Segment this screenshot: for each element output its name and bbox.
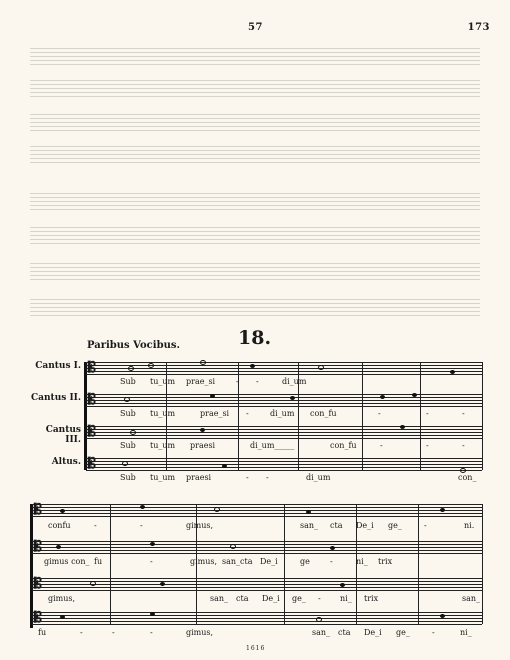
lyric: - [94, 521, 97, 530]
lyric: ge_ [388, 521, 402, 530]
voice-label-cantus-3: Cantus III. [45, 425, 81, 445]
lyric: ni_ [356, 557, 368, 566]
note [130, 430, 136, 435]
lyric: ge [300, 557, 310, 566]
note [380, 395, 385, 399]
lyric: - [256, 377, 259, 386]
lyric: tu_um [150, 473, 176, 482]
staff [86, 362, 482, 374]
lyric: gimus, [186, 521, 214, 530]
note [90, 581, 96, 586]
faded-score-upper [30, 42, 480, 168]
lyric: - [266, 473, 269, 482]
lyric: - [140, 521, 143, 530]
page-number-right: 173 [467, 22, 490, 33]
lyric: fu [38, 628, 47, 637]
note [318, 365, 324, 370]
lyric: - [318, 594, 321, 603]
note [150, 612, 155, 616]
lyric: di_um_____ [250, 441, 295, 450]
note [56, 545, 61, 549]
staff [86, 394, 482, 406]
lyric: cta [338, 628, 351, 637]
note [330, 546, 335, 550]
staff [86, 426, 482, 438]
lyric: trix [364, 594, 379, 603]
lyric: ge_ [396, 628, 410, 637]
note [222, 464, 227, 468]
footer-code: 1616 [246, 645, 266, 652]
lyric: di_um [282, 377, 307, 386]
note [412, 393, 417, 397]
lyric: prae_si [186, 377, 216, 386]
clef: 𝄡 [34, 502, 42, 518]
note [316, 617, 322, 622]
lyric: gimus, [186, 628, 214, 637]
lyric: ni. [464, 521, 475, 530]
note [340, 583, 345, 587]
note [306, 510, 311, 514]
lyric: di_um [306, 473, 331, 482]
lyric: san_ [462, 594, 481, 603]
lyric: Sub [120, 441, 136, 450]
note [290, 396, 295, 400]
lyric: - [150, 628, 153, 637]
lyric: Sub [120, 473, 136, 482]
clef: 𝄡 [88, 424, 96, 440]
lyric: Sub [120, 409, 136, 418]
lyric: De_i [262, 594, 280, 603]
lyric: gimus, [190, 557, 218, 566]
lyric: ni_ [340, 594, 352, 603]
lyric: prae_si [200, 409, 230, 418]
clef: 𝄡 [34, 576, 42, 592]
note [124, 397, 130, 402]
lyric: tu_um [150, 409, 176, 418]
note [60, 509, 65, 513]
clef: 𝄡 [34, 539, 42, 555]
note [150, 542, 155, 546]
lyric: san_cta [222, 557, 253, 566]
lyric: confu [48, 521, 71, 530]
lyric: - [80, 628, 83, 637]
staff [32, 541, 482, 553]
note [148, 363, 154, 368]
lyric: tu_um [150, 377, 176, 386]
lyric: - [380, 441, 383, 450]
lyric: - [236, 377, 239, 386]
lyric: cta [330, 521, 343, 530]
voice-label-cantus-1: Cantus I. [35, 361, 81, 371]
note [230, 544, 236, 549]
staff [32, 504, 482, 516]
note [440, 614, 445, 618]
lyric: ni_ [460, 628, 472, 637]
staff [86, 458, 482, 470]
faded-score-lower [30, 187, 480, 327]
lyric: - [432, 628, 435, 637]
note [214, 507, 220, 512]
lyric: con_fu [330, 441, 357, 450]
note [400, 425, 405, 429]
clef: 𝄡 [34, 610, 42, 626]
lyric: - [462, 441, 465, 450]
lyric: con_ [458, 473, 477, 482]
voice-label-cantus-2: Cantus II. [31, 393, 81, 403]
lyric: - [424, 521, 427, 530]
note [200, 360, 206, 365]
staff [32, 612, 482, 624]
piece-number: 18. [238, 327, 272, 349]
note [200, 428, 205, 432]
lyric: - [426, 409, 429, 418]
lyric: fu [94, 557, 103, 566]
note [210, 394, 215, 398]
staff [32, 578, 482, 590]
note [160, 582, 165, 586]
lyric: tu_um [150, 441, 176, 450]
lyric: - [112, 628, 115, 637]
lyric: De_i [356, 521, 374, 530]
lyric: gimus, [48, 594, 76, 603]
lyric: gimus con_ [44, 557, 90, 566]
lyric: Sub [120, 377, 136, 386]
voices-note: Paribus Vocibus. [87, 340, 180, 351]
lyric: ge_ [292, 594, 306, 603]
lyric: - [150, 557, 153, 566]
note [60, 615, 65, 619]
lyric: san_ [300, 521, 319, 530]
lyric: praesi [186, 473, 212, 482]
lyric: san_ [210, 594, 229, 603]
lyric: - [426, 441, 429, 450]
lyric: trix [378, 557, 393, 566]
lyric: - [378, 409, 381, 418]
clef: 𝄡 [88, 360, 96, 376]
note [450, 370, 455, 374]
lyric: - [330, 557, 333, 566]
note [128, 366, 134, 371]
lyric: praesi [190, 441, 216, 450]
lyric: di_um [270, 409, 295, 418]
lyric: - [246, 409, 249, 418]
lyric: - [246, 473, 249, 482]
clef: 𝄡 [88, 456, 96, 472]
voice-label-altus: Altus. [51, 457, 81, 467]
lyric: De_i [364, 628, 382, 637]
note [122, 461, 128, 466]
note [250, 364, 255, 368]
note [140, 505, 145, 509]
lyric: De_i [260, 557, 278, 566]
lyric: con_fu [310, 409, 337, 418]
clef: 𝄡 [88, 392, 96, 408]
lyric: - [462, 409, 465, 418]
lyric: cta [236, 594, 249, 603]
page-number-center: 57 [248, 22, 263, 33]
note [440, 508, 445, 512]
lyric: san_ [312, 628, 331, 637]
